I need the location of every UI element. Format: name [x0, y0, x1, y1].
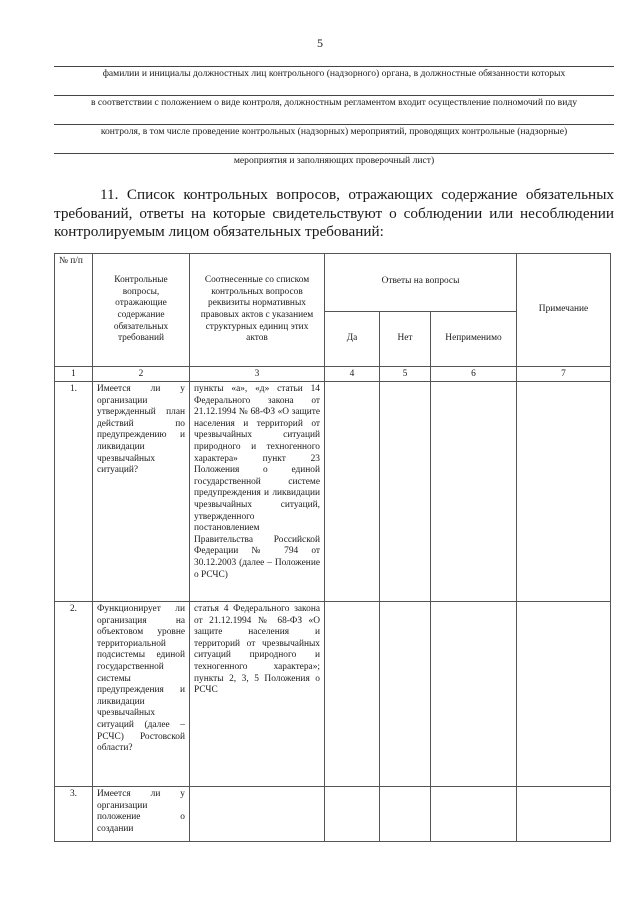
header-yes: Да	[325, 311, 380, 367]
table-row	[55, 602, 611, 787]
column-number: 5	[380, 367, 431, 382]
answer-no-cell[interactable]	[380, 382, 431, 602]
row-act: пункты «а», «д» статьи 14 Федерального закона от 21.12.1994 № 68-ФЗ «О защите населения и территорий от чрезвычайных ситуаций природного и техногенного характера» пункт 23 Положения о единой государственной системе предупреждения и ликвидации чрезвычайных ситуаций, утвержденного постановлением Правительства Российской Федерации № 794 от 30.12.2003 (далее – Положение о РСЧС)	[190, 382, 325, 602]
answer-no-cell[interactable]	[380, 787, 431, 842]
table-row	[55, 787, 611, 842]
column-number: 6	[431, 367, 517, 382]
header-no: Нет	[380, 311, 431, 367]
answer-na-cell[interactable]	[431, 787, 517, 842]
row-question: Имеется ли у организации положение о создании	[93, 787, 190, 842]
column-number: 3	[190, 367, 325, 382]
underline	[54, 153, 614, 154]
row-act: статья 4 Федерального закона от 21.12.1994 № 68-ФЗ «О защите населения и территорий от чрезвычайных ситуаций природного и техногенного характера»; пункты 2, 3, 5 Положения о РСЧС	[190, 602, 325, 787]
answer-yes-cell[interactable]	[325, 787, 380, 842]
form-field-caption-line-2: в соответствии с положением о виде контроля, должностным регламентом входит осуществление полномочий по виду	[90, 97, 578, 108]
header-note: Примечание	[517, 254, 611, 367]
note-cell[interactable]	[517, 787, 611, 842]
underline	[54, 124, 614, 125]
underline	[54, 66, 614, 67]
column-number: 1	[55, 367, 93, 382]
underline	[54, 95, 614, 96]
form-field-caption-line-1: фамилии и инициалы должностных лиц контрольного (надзорного) органа, в должностные обязанности которых	[102, 68, 566, 79]
row-number: 1.	[55, 382, 93, 602]
answer-yes-cell[interactable]	[325, 382, 380, 602]
column-number: 7	[517, 367, 611, 382]
note-cell[interactable]	[517, 602, 611, 787]
form-field-caption-line-4: мероприятия и заполняющих проверочный лист)	[233, 155, 435, 166]
header-num: № п/п	[55, 254, 93, 367]
section-heading: 11. Список контрольных вопросов, отражающих содержание обязательных требований, ответы на которые свидетельствуют о соблюдении или несоблюдении контролируемым лицом обязательных требований:	[54, 186, 614, 240]
row-number: 2.	[55, 602, 93, 787]
column-number-row	[55, 367, 611, 382]
header-row	[55, 254, 611, 312]
row-number: 3.	[55, 787, 93, 842]
row-question: Имеется ли у организации утвержденный план действий по предупреждению и ликвидации чрезвычайных ситуаций?	[93, 382, 190, 602]
note-cell[interactable]	[517, 382, 611, 602]
row-act	[190, 787, 325, 842]
answer-na-cell[interactable]	[431, 602, 517, 787]
checklist-table	[54, 253, 611, 842]
column-number: 4	[325, 367, 380, 382]
form-field-caption-line-3: контроля, в том числе проведение контрольных (надзорных) мероприятий, проводящих контрольные (надзорные)	[100, 126, 568, 137]
header-na: Неприменимо	[431, 311, 517, 367]
header-questions: Контрольные вопросы, отражающие содержание обязательных требований	[93, 254, 190, 367]
header-acts: Соотнесенные со списком контрольных вопросов реквизиты нормативных правовых актов с указанием структурных единиц этих актов	[190, 254, 325, 367]
answer-na-cell[interactable]	[431, 382, 517, 602]
column-number: 2	[93, 367, 190, 382]
answer-yes-cell[interactable]	[325, 602, 380, 787]
header-answers: Ответы на вопросы	[325, 254, 517, 312]
table-row	[55, 382, 611, 602]
page-number: 5	[317, 36, 323, 50]
answer-no-cell[interactable]	[380, 602, 431, 787]
row-question: Функционирует ли организация на объектовом уровне территориальной подсистемы единой государственной системы предупреждения и ликвидации чрезвычайных ситуаций (далее – РСЧС) Ростовской области?	[93, 602, 190, 787]
